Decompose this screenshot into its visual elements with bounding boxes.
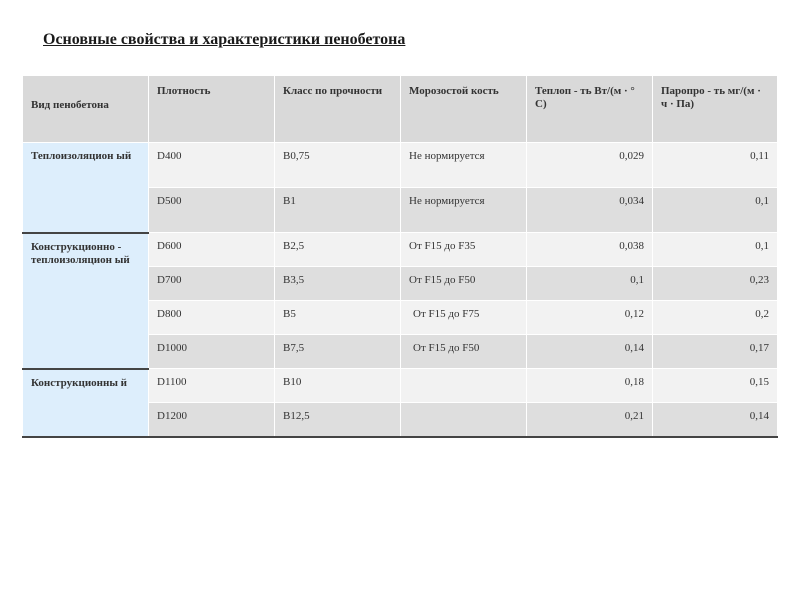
cell-density: D400	[149, 143, 275, 188]
table-row	[23, 369, 778, 403]
cell-permeability: 0,1	[653, 233, 778, 267]
cell-strength: B10	[275, 369, 401, 403]
table-row	[23, 233, 778, 267]
cell-density: D700	[149, 267, 275, 301]
cell-density: D1100	[149, 369, 275, 403]
group-label: Конструкционно - теплоизоляцион ый	[23, 233, 149, 369]
cell-conductivity: 0,14	[527, 335, 653, 369]
header-frost-resistance: Морозостой кость	[401, 76, 527, 143]
header-vapor-permeability: Паропро - ть мг/(м · ч · Па)	[653, 76, 778, 143]
cell-conductivity: 0,12	[527, 301, 653, 335]
cell-permeability: 0,17	[653, 335, 778, 369]
cell-conductivity: 0,029	[527, 143, 653, 188]
cell-conductivity: 0,1	[527, 267, 653, 301]
cell-permeability: 0,23	[653, 267, 778, 301]
page-title: Основные свойства и характеристики пенобетона	[43, 31, 406, 48]
cell-permeability: 0,2	[653, 301, 778, 335]
cell-frost: Не нормируется	[401, 143, 527, 188]
cell-frost: От F15 до F75	[401, 301, 527, 335]
cell-conductivity: 0,034	[527, 188, 653, 233]
cell-frost: От F15 до F50	[401, 335, 527, 369]
cell-conductivity: 0,038	[527, 233, 653, 267]
header-strength-class: Класс по прочности	[275, 76, 401, 143]
cell-density: D500	[149, 188, 275, 233]
header-row	[23, 76, 778, 143]
cell-strength: B3,5	[275, 267, 401, 301]
cell-frost: Не нормируется	[401, 188, 527, 233]
cell-strength: B7,5	[275, 335, 401, 369]
cell-permeability: 0,1	[653, 188, 778, 233]
cell-strength: B1	[275, 188, 401, 233]
cell-density: D1200	[149, 403, 275, 438]
header-thermal-conductivity: Теплоп - ть Вт/(м · ° С)	[527, 76, 653, 143]
cell-frost: От F15 до F35	[401, 233, 527, 267]
cell-conductivity: 0,21	[527, 403, 653, 438]
cell-strength: B2,5	[275, 233, 401, 267]
header-type: Вид пенобетона	[23, 76, 149, 143]
group-label: Теплоизоляцион ый	[23, 143, 149, 233]
cell-frost	[401, 369, 527, 403]
cell-permeability: 0,14	[653, 403, 778, 438]
cell-permeability: 0,15	[653, 369, 778, 403]
cell-strength: B0,75	[275, 143, 401, 188]
cell-permeability: 0,11	[653, 143, 778, 188]
cell-density: D800	[149, 301, 275, 335]
cell-density: D1000	[149, 335, 275, 369]
cell-strength: B5	[275, 301, 401, 335]
header-density: Плотность	[149, 76, 275, 143]
cell-strength: B12,5	[275, 403, 401, 438]
cell-density: D600	[149, 233, 275, 267]
cell-conductivity: 0,18	[527, 369, 653, 403]
group-label: Конструкционны й	[23, 369, 149, 438]
table-row	[23, 143, 778, 188]
cell-frost	[401, 403, 527, 438]
cell-frost: От F15 до F50	[401, 267, 527, 301]
properties-table	[22, 75, 778, 438]
